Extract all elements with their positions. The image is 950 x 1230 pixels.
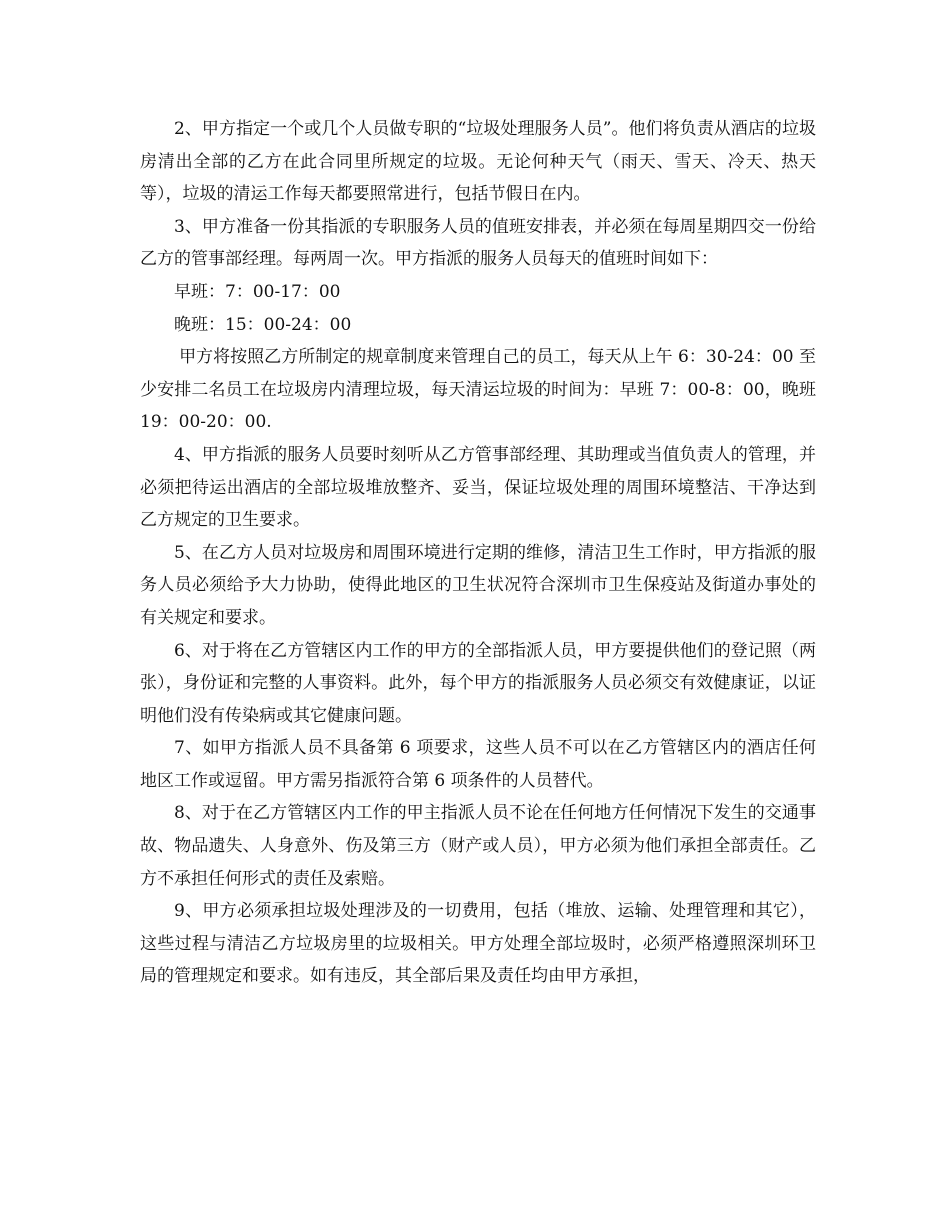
document-body [140, 113, 816, 993]
paragraph-clause-8: 8、对于在乙方管辖区内工作的甲主指派人员不论在任何地方任何情况下发生的交通事故、物品遗失、人身意外、伤及第三方（财产或人员），甲方必须为他们承担全部责任。乙方不承担任何形式的责任及索赔。 [140, 803, 816, 889]
paragraph-clause-4: 4、甲方指派的服务人员要时刻听从乙方管事部经理、其助理或当值负责人的管理，并必须把待运出酒店的全部垃圾堆放整齐、妥当，保证垃圾处理的周围环境整洁、干净达到乙方规定的卫生要求。 [140, 444, 816, 531]
schedule-evening-shift: 晚班：15：00-24：00 [174, 314, 352, 335]
paragraph-clause-5: 5、在乙方人员对垃圾房和周围环境进行定期的维修，清洁卫生工作时，甲方指派的服务人员必须给予大力协助，使得此地区的卫生状况符合深圳市卫生保疫站及街道办事处的有关规定和要求。 [140, 542, 816, 628]
paragraph-staff-management: 甲方将按照乙方所制定的规章制度来管理自己的员工，每天从上午 6：30-24：00 至少安排二名员工在垃圾房内清理垃圾，每天清运垃圾的时间为：早班 7：00-8：00，晚班 19：00-20：00. [140, 347, 816, 433]
paragraph-clause-7: 7、如甲方指派人员不具备第 6 项要求，这些人员不可以在乙方管辖区内的酒店任何地区工作或逗留。甲方需另指派符合第 6 项条件的人员替代。 [140, 738, 816, 791]
paragraph-clause-3: 3、甲方准备一份其指派的专职服务人员的值班安排表，并必须在每周星期四交一份给乙方的管事部经理。每两周一次。甲方指派的服务人员每天的值班时间如下： [140, 216, 816, 270]
schedule-morning-shift: 早班：7：00-17：00 [174, 281, 341, 302]
paragraph-clause-9: 9、甲方必须承担垃圾处理涉及的一切费用，包括（堆放、运输、处理管理和其它），这些过程与清洁乙方垃圾房里的垃圾相关。甲方处理全部垃圾时，必须严格遵照深圳环卫局的管理规定和要求。如有违反，其全部后果及责任均由甲方承担， [140, 901, 816, 987]
paragraph-clause-6: 6、对于将在乙方管辖区内工作的甲方的全部指派人员，甲方要提供他们的登记照（两张），身份证和完整的人事资料。此外，每个甲方的指派服务人员必须交有效健康证，以证明他们没有传染病或其它健康问题。 [140, 640, 816, 726]
paragraph-clause-2: 2、甲方指定一个或几个人员做专职的“垃圾处理服务人员”。他们将负责从酒店的垃圾房清出全部的乙方在此合同里所规定的垃圾。无论何种天气（雨天、雪天、冷天、热天等），垃圾的清运工作每天都要照常进行，包括节假日在内。 [140, 119, 816, 205]
